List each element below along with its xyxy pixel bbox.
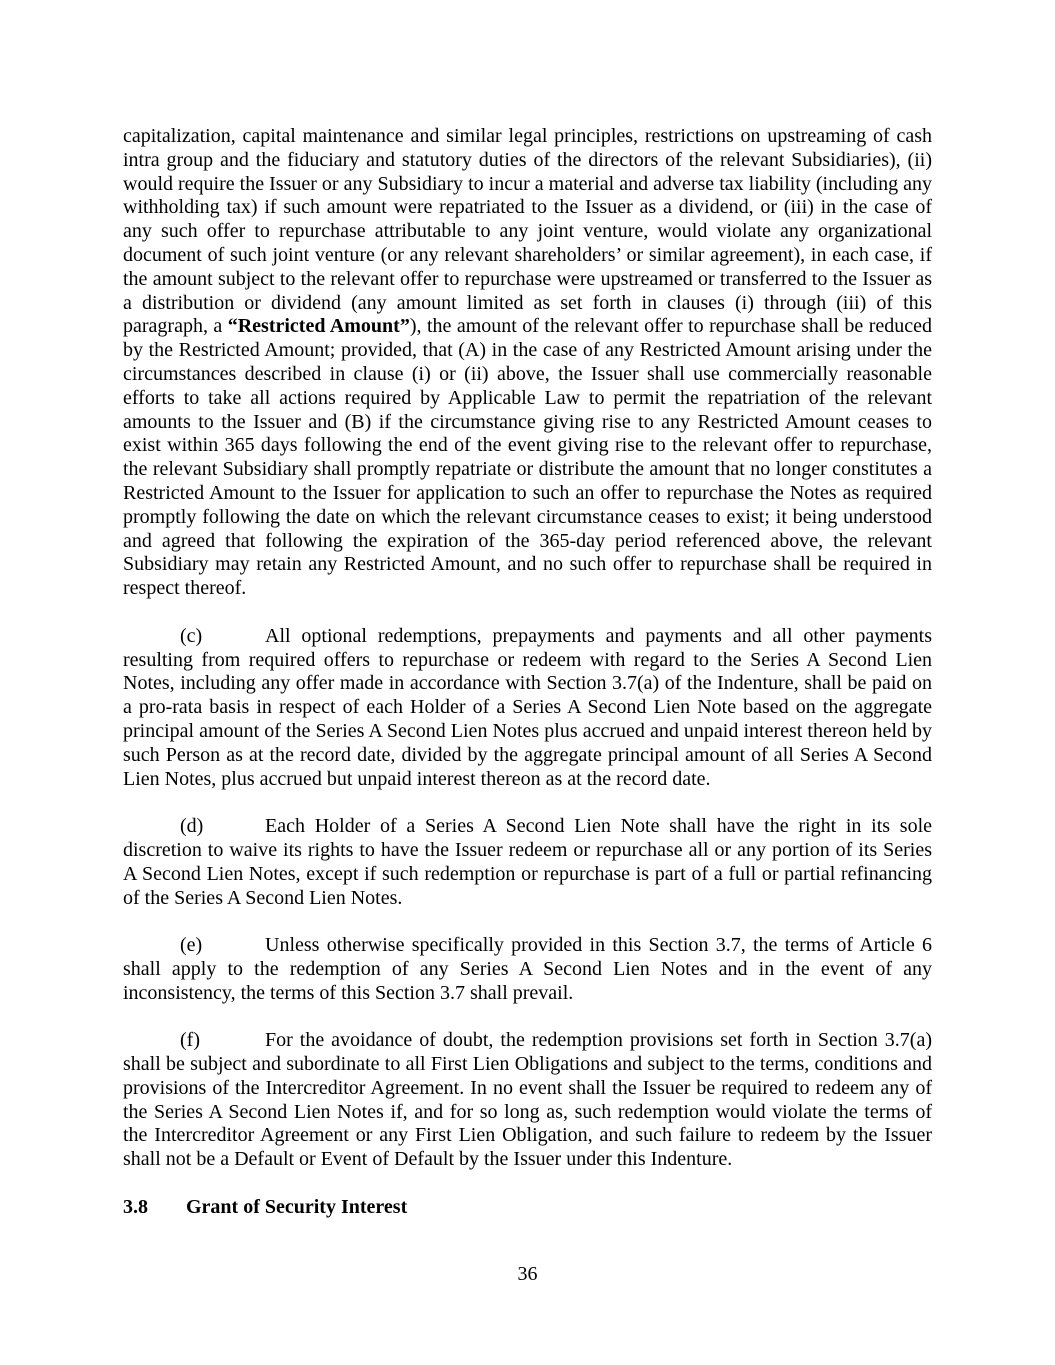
paragraph-label: (f) — [180, 1029, 200, 1052]
paragraph-text: capitalization, capital maintenance and similar legal principles, restrictions on upstreaming of cash intra group and the fiduciary and statutory duties of the directors of the relevant Subsidiaries), (ii) would require the Issuer or any Subsidiary to incur a material and adverse tax liability (including any withholding tax) if such amount were repatriated to the Issuer as a dividend, or (iii) in the case of any such offer to repurchase attributable to any joint venture, would violate any organizational document of such joint venture (or any relevant shareholders’ or similar agreement), in each case, if the amount subject to the relevant offer to repurchase were upstreamed or transferred to the Issuer as a distribution or dividend (any amount limited as set forth in clauses (i) through (iii) of this paragraph, a — [123, 125, 932, 338]
paragraph-f — [123, 1029, 932, 1172]
paragraph-continuation — [123, 125, 932, 601]
paragraph-text: All optional redemptions, prepayments and payments and all other payments resulting from required offers to repurchase or redeem with regard to the Series A Second Lien Notes, including any offer made in accordance with Section 3.7(a) of the Indenture, shall be paid on a pro-rata basis in respect of each Holder of a Series A Second Lien Note based on the aggregate principal amount of the Series A Second Lien Notes plus accrued and unpaid interest thereon held by such Person as at the record date, divided by the aggregate principal amount of all Series A Second Lien Notes, plus accrued but unpaid interest thereon as at the record date. — [123, 624, 932, 790]
page-number: 36 — [517, 1263, 538, 1285]
paragraph-e — [123, 934, 932, 1005]
section-heading — [123, 1196, 932, 1220]
paragraph-label: (d) — [180, 815, 204, 838]
paragraph-text: ), the amount of the relevant offer to repurchase shall be reduced by the Restricted Amount; provided, that (A) in the case of any Restricted Amount arising under the circumstances described in clause (i) or (ii) above, the Issuer shall use commercially reasonable efforts to take all actions required by Applicable Law to permit the repatriation of the relevant amounts to the Issuer and (B) if the circumstance giving rise to any Restricted Amount ceases to exist within 365 days following the end of the event giving rise to the relevant offer to repurchase, the relevant Subsidiary shall promptly repatriate or distribute the amount that no longer constitutes a Restricted Amount to the Issuer for application to such an offer to repurchase the Notes as required promptly following the date on which the relevant circumstance ceases to exist; it being understood and agreed that following the expiration of the 365-day period referenced above, the relevant Subsidiary may retain any Restricted Amount, and no such offer to repurchase shall be required in respect thereof. — [123, 315, 932, 600]
paragraph-label: (c) — [180, 624, 203, 647]
paragraph-text: For the avoidance of doubt, the redemption provisions set forth in Section 3.7(a) shall be subject and subordinate to all First Lien Obligations and subject to the terms, conditions and provisions of the Intercreditor Agreement. In no event shall the Issuer be required to redeem any of the Series A Second Lien Notes if, and for so long as, such redemption would violate the terms of the Intercreditor Agreement or any First Lien Obligation, and such failure to redeem by the Issuer shall not be a Default or Event of Default by the Issuer under this Indenture. — [123, 1029, 932, 1171]
paragraph-label: (e) — [180, 934, 203, 957]
section-number: 3.8 — [123, 1195, 148, 1218]
paragraph-text: Unless otherwise specifically provided in this Section 3.7, the terms of Article 6 shall apply to the redemption of any Series A Second Lien Notes and in the event of any inconsistency, the terms of this Section 3.7 shall prevail. — [123, 934, 932, 1004]
defined-term-restricted-amount: “Restricted Amount” — [227, 315, 410, 338]
section-title: Grant of Security Interest — [186, 1195, 408, 1218]
paragraph-d — [123, 815, 932, 910]
paragraph-c — [123, 625, 932, 792]
paragraph-text: Each Holder of a Series A Second Lien Note shall have the right in its sole discretion to waive its rights to have the Issuer redeem or repurchase all or any portion of its Series A Second Lien Notes, except if such redemption or repurchase is part of a full or partial refinancing of the Series A Second Lien Notes. — [123, 815, 932, 909]
